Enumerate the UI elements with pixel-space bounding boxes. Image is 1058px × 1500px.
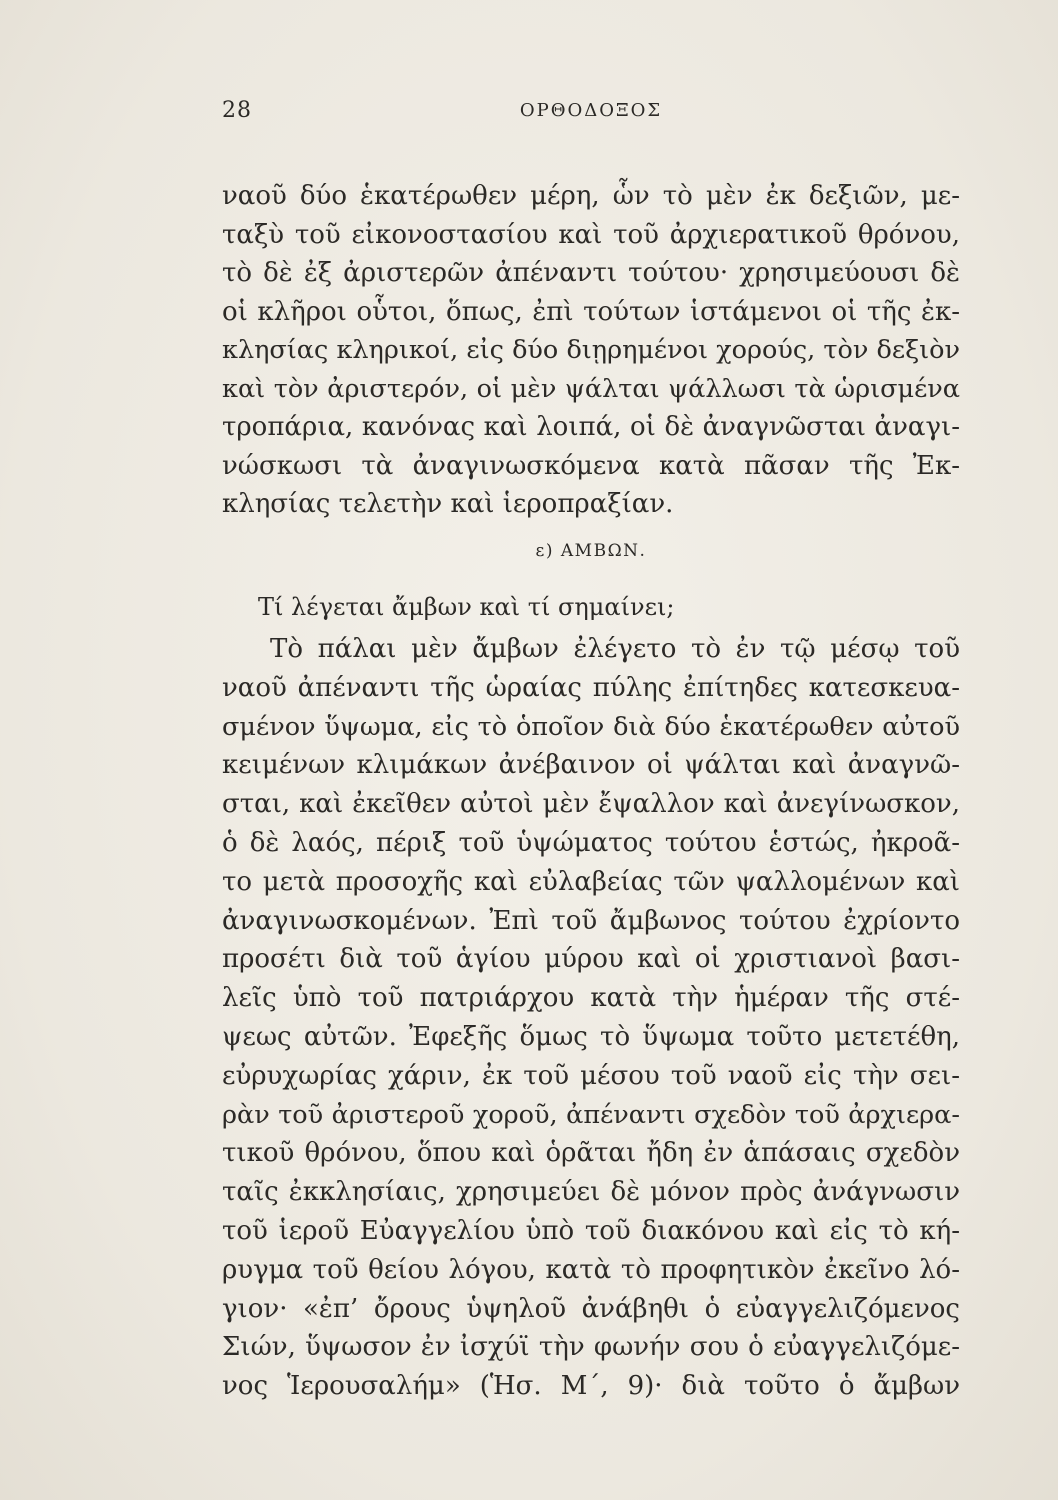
text-line: ναοῦ δύο ἑκατέρωθεν μέρη, ὧν τὸ μὲν ἐκ δεξιῶν, με- [222, 181, 960, 211]
text-line: νος Ἱερουσαλήμ» (Ἡσ. Μ΄, 9)· διὰ τοῦτο ὁ ἄμβων [222, 1371, 960, 1402]
paragraph-2 [222, 630, 960, 1406]
text-line: ταξὺ τοῦ εἰκονοστασίου καὶ τοῦ ἀρχιερατικοῦ θρόνου, [222, 219, 960, 250]
text-line: ρὰν τοῦ ἀριστεροῦ χοροῦ, ἀπέναντι σχεδὸν τοῦ ἀρχιερα- [222, 1099, 960, 1130]
text-line: ψεως αὐτῶν. Ἐφεξῆς ὅμως τὸ ὕψωμα τοῦτο μετετέθη, [222, 1021, 960, 1052]
text-line: ἀναγινωσκομένων. Ἐπὶ τοῦ ἄμβωνος τούτου ἐχρίοντο [222, 905, 960, 936]
text-line: Τὸ πάλαι μὲν ἄμβων ἐλέγετο τὸ ἐν τῷ μέσῳ τοῦ [270, 634, 960, 664]
section-heading: ε) ΑΜΒΩΝ. [535, 541, 647, 561]
text-line: εὐρυχωρίας χάριν, ἐκ τοῦ μέσου τοῦ ναοῦ εἰς τὴν σει- [222, 1060, 960, 1091]
page-number: 28 [222, 98, 252, 123]
text-line: τὸ δὲ ἐξ ἀριστερῶν ἀπέναντι τούτου· χρησιμεύουσι δὲ [222, 258, 960, 288]
paragraph-1 [222, 177, 960, 524]
text-line: νώσκωσι τὰ ἀναγινωσκόμενα κατὰ πᾶσαν τῆς Ἐκ- [222, 450, 960, 481]
text-line: τροπάρια, κανόνας καὶ λοιπά, οἱ δὲ ἀναγνῶσται ἀναγι- [222, 412, 960, 442]
text-line: το μετὰ προσοχῆς καὶ εὐλαβείας τῶν ψαλλομένων καὶ [222, 866, 960, 897]
text-line: οἱ κλῆροι οὗτοι, ὅπως, ἐπὶ τούτων ἱστάμενοι οἱ τῆς ἐκ- [222, 296, 960, 327]
text-line: τικοῦ θρόνου, ὅπου καὶ ὁρᾶται ἤδη ἐν ἁπάσαις σχεδὸν [222, 1138, 960, 1169]
text-line: κλησίας τελετὴν καὶ ἱεροπραξίαν. [222, 489, 674, 519]
text-line: ταῖς ἐκκλησίαις, χρησιμεύει δὲ μόνον πρὸς ἀνάγνωσιν [222, 1177, 960, 1208]
text-line: ναοῦ ἀπέναντι τῆς ὡραίας πύλης ἐπίτηδες κατεσκευα- [222, 672, 960, 703]
text-line: Σιών, ὕψωσον ἐν ἰσχύϊ τὴν φωνήν σου ὁ εὐαγγελιζόμε- [222, 1332, 960, 1363]
text-line: ρυγμα τοῦ θείου λόγου, κατὰ τὸ προφητικὸν ἐκεῖνο λό- [222, 1254, 960, 1285]
text-line: κλησίας κληρικοί, εἰς δύο διῃρημένοι χορούς, τὸν δεξιὸν [222, 335, 960, 365]
running-title: ΟΡΘΟΔΟΞΟΣ [519, 100, 663, 121]
text-line: γιον· «ἐπ’ ὄρους ὑψηλοῦ ἀνάβηθι ὁ εὐαγγελιζόμενος [222, 1293, 960, 1324]
text-line: λεῖς ὑπὸ τοῦ πατριάρχου κατὰ τὴν ἡμέραν τῆς στέ- [222, 983, 960, 1014]
text-line: προσέτι διὰ τοῦ ἁγίου μύρου καὶ οἱ χριστιανοὶ βασι- [222, 944, 960, 975]
question-line: Τί λέγεται ἄμβων καὶ τί σημαίνει; [258, 593, 675, 621]
page-header [222, 98, 960, 138]
text-line: σμένον ὕψωμα, εἰς τὸ ὁποῖον διὰ δύο ἑκατέρωθεν αὐτοῦ [222, 711, 960, 742]
text-line: κειμένων κλιμάκων ἀνέβαινον οἱ ψάλται καὶ ἀναγνῶ- [222, 750, 960, 781]
text-line: ὁ δὲ λαός, πέριξ τοῦ ὑψώματος τούτου ἑστώς, ἠκροᾶ- [222, 827, 960, 858]
text-line: τοῦ ἱεροῦ Εὐαγγελίου ὑπὸ τοῦ διακόνου καὶ εἰς τὸ κή- [222, 1215, 960, 1246]
text-line: καὶ τὸν ἀριστερόν, οἱ μὲν ψάλται ψάλλωσι τὰ ὡρισμένα [222, 373, 960, 404]
text-line: σται, καὶ ἐκεῖθεν αὐτοὶ μὲν ἔψαλλον καὶ ἀνεγίνωσκον, [222, 789, 960, 820]
